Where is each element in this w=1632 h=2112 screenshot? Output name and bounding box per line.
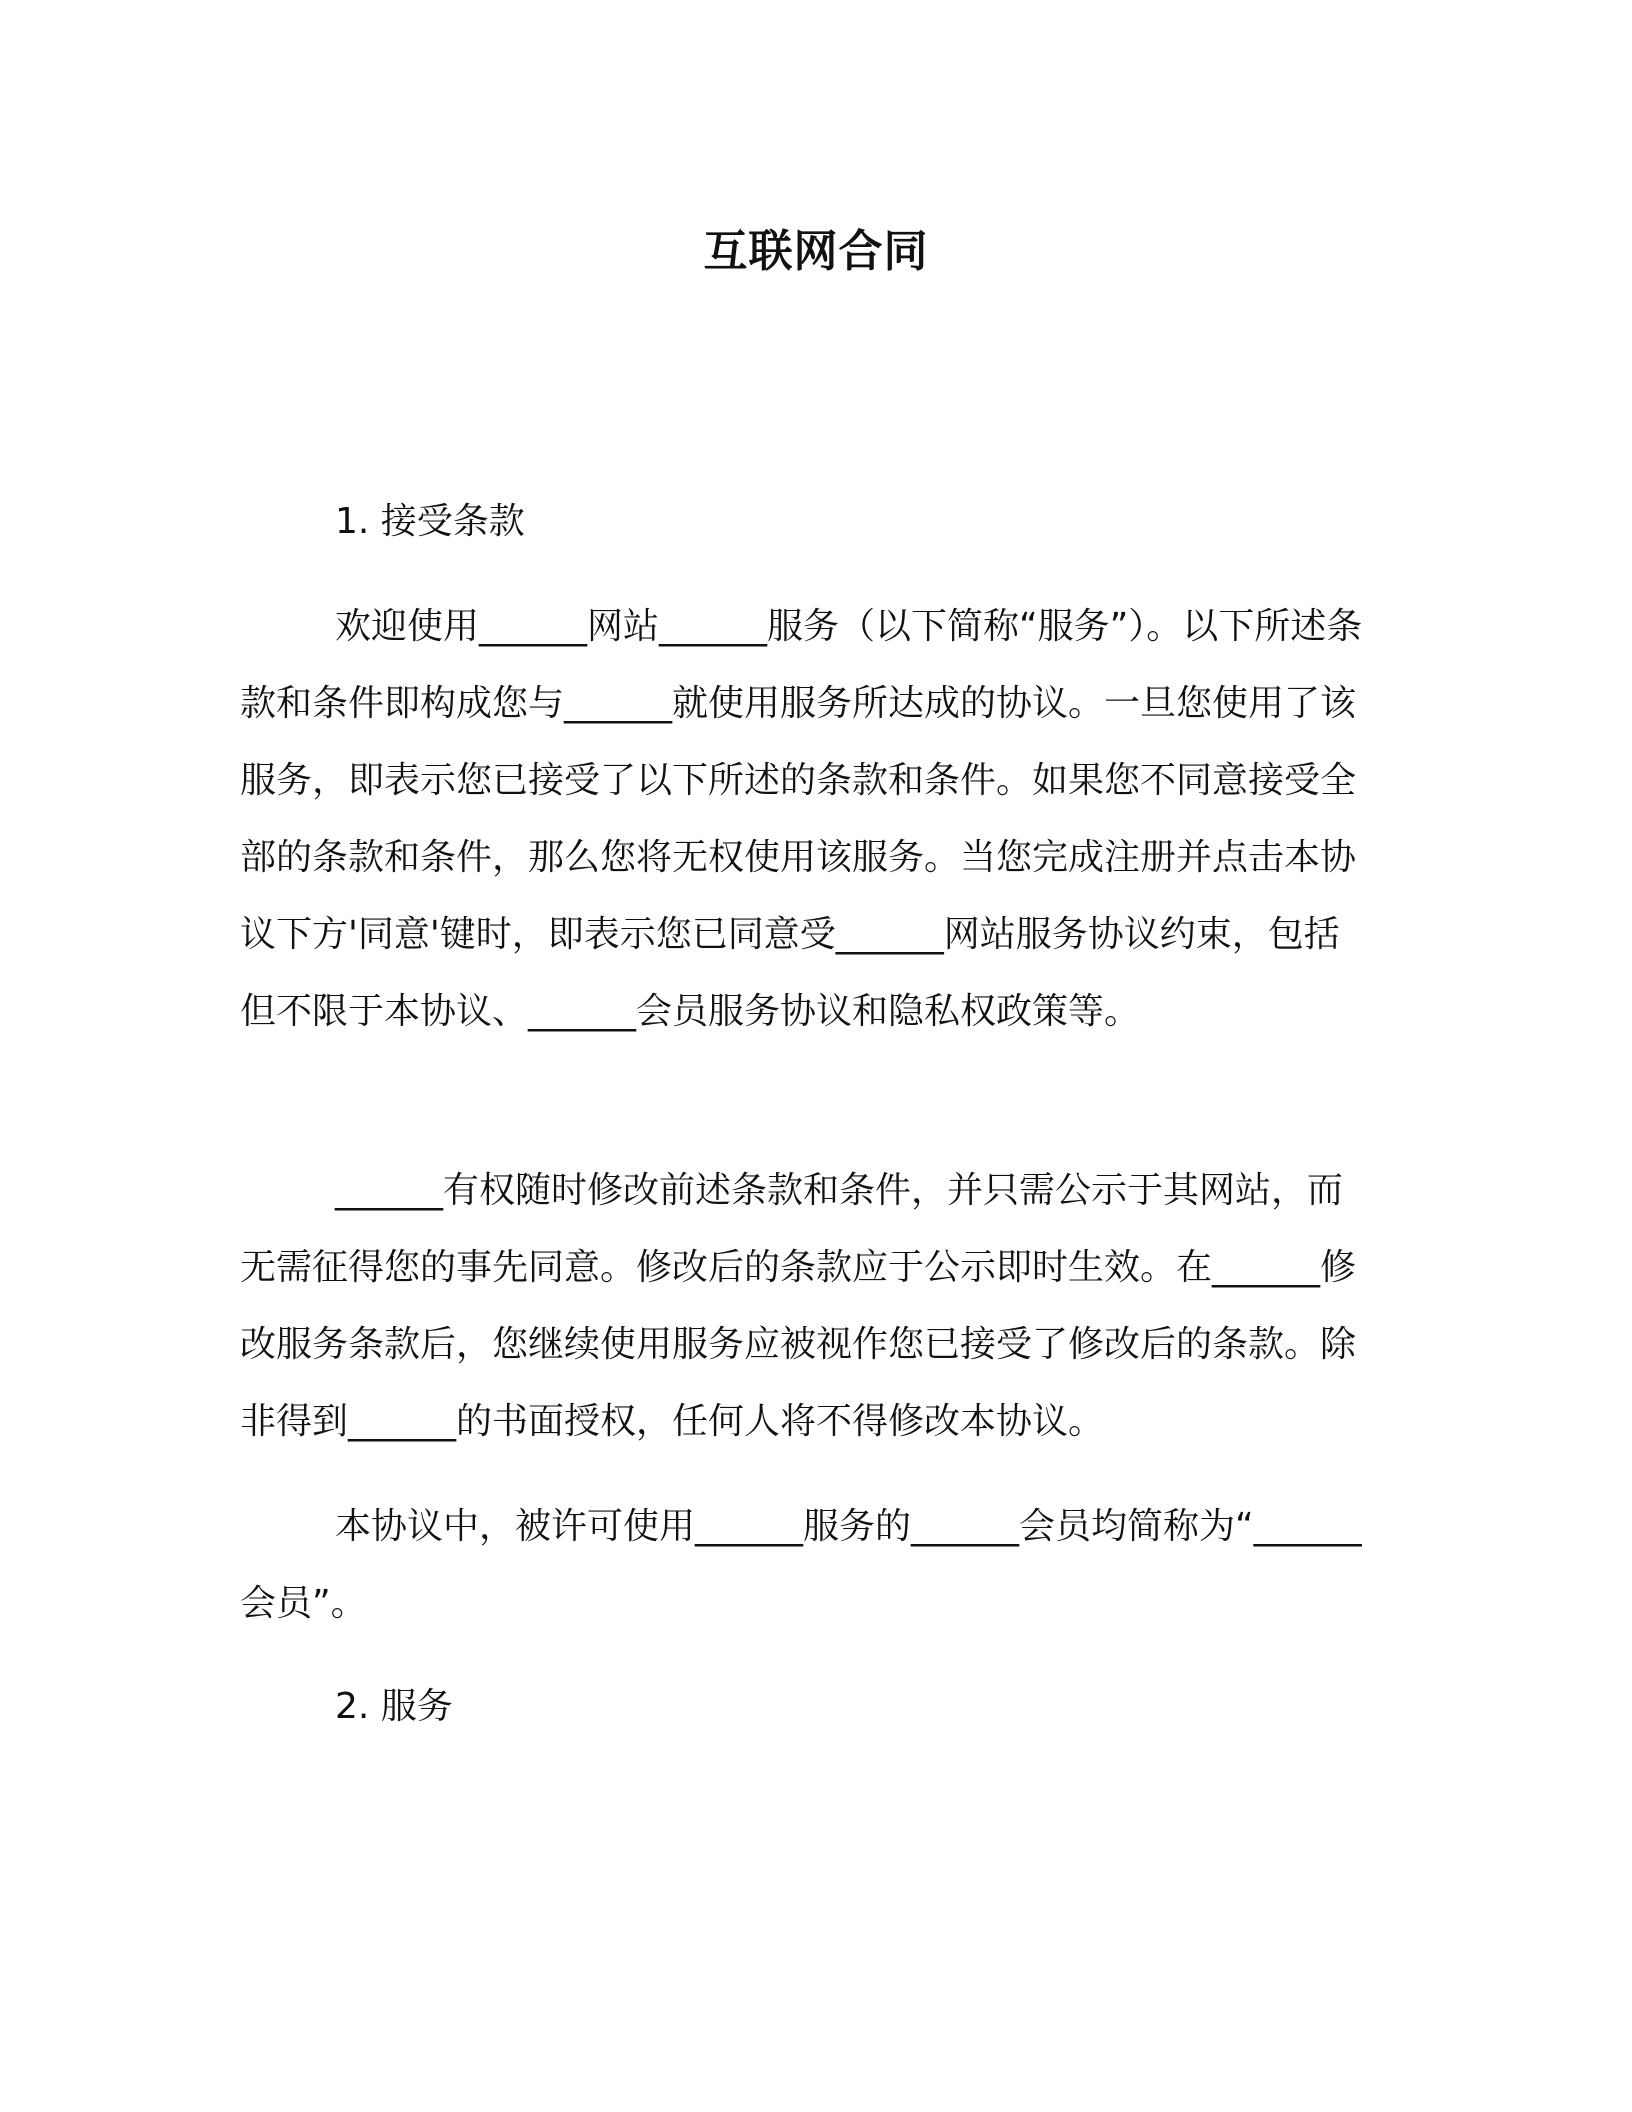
section-heading-services: 2. 服务 bbox=[335, 1686, 453, 1727]
section-heading-acceptance: 1. 接受条款 bbox=[335, 501, 525, 542]
paragraph-welcome: 欢迎使用______网站______服务（以下简称“服务”）。以下所述条款和条件即构成您与______就使用服务所达成的协议。一旦您使用了该服务，即表示您已接受了以下所述的条款和条件。如果您不同意接受全部的条款和条件，那么您将无权使用该服务。当您完成注册并点击本协议下方'同意'键时，即表示您已同意受______网站服务协议约束，包括但不限于本协议、______会员服务协议和隐私权政策等。 bbox=[240, 606, 1363, 1032]
paragraph-member-definition: 本协议中，被许可使用______服务的______会员均简称为“______会员”。 bbox=[240, 1506, 1362, 1624]
paragraph-modification: ______有权随时修改前述条款和条件，并只需公示于其网站，而无需征得您的事先同意。修改后的条款应于公示即时生效。在______修改服务条款后，您继续使用服务应被视作您已接受了修改后的条款。除非得到______的书面授权，任何人将不得修改本协议。 bbox=[240, 1170, 1357, 1442]
document-title: 互联网合同 bbox=[703, 226, 929, 277]
